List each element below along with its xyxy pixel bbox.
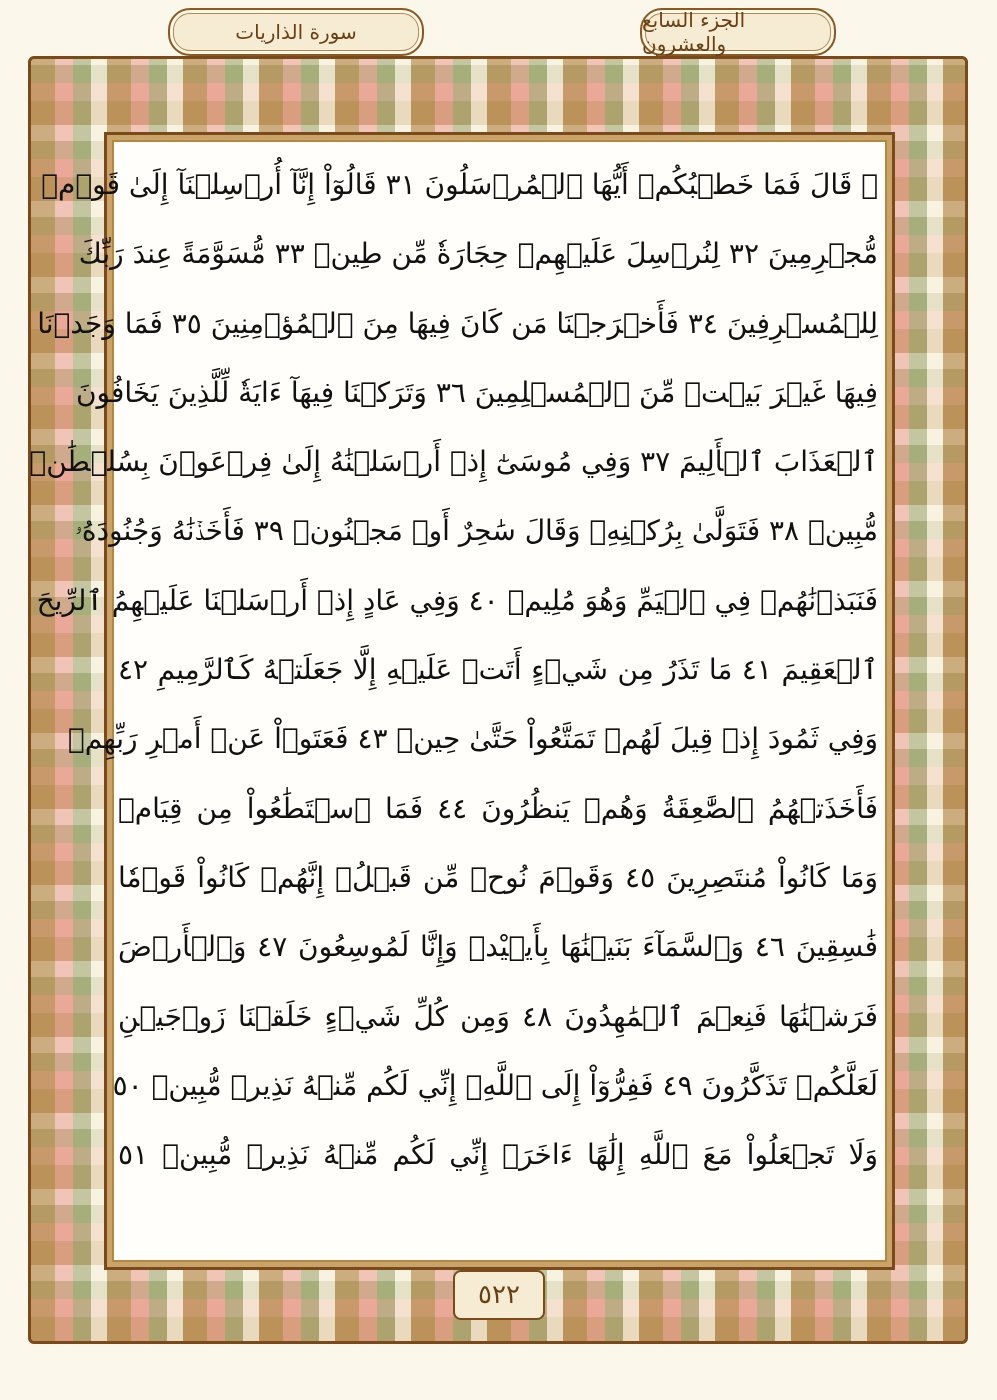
page-number-text: ٥٢٢ [478, 1280, 520, 1310]
verse-line-2: مُّجۡرِمِينَ ٣٢ لِنُرۡسِلَ عَلَيۡهِمۡ حِجَارَةٗ مِّن طِينٖ ٣٣ مُّسَوَّمَةً عِندَ رَبِّكَ [78, 237, 878, 271]
verse-line-13: فَرَشۡنَٰهَا فَنِعۡمَ ٱلۡمَٰهِدُونَ ٤٨ وَمِن كُلِّ شَيۡءٍ خَلَقۡنَا زَوۡجَيۡنِ [118, 999, 878, 1033]
juz-name-text: الجزء السابع والعشرون [642, 8, 746, 56]
verse-line-12: فَٰسِقِينَ ٤٦ وَٱلسَّمَآءَ بَنَيۡنَٰهَا بِأَيۡيْدٖ وَإِنَّا لَمُوسِعُونَ ٤٧ وَٱلۡأَرۡضَ [118, 930, 878, 964]
juz-name-label [640, 8, 836, 56]
verse-line-6: مُّبِينٖ ٣٨ فَتَوَلَّىٰ بِرُكۡنِهِۦ وَقَالَ سَٰحِرٌ أَوۡ مَجۡنُونٞ ٣٩ فَأَخَذۡنَٰهُ وَجُنُودَهُۥ [74, 514, 878, 548]
verse-line-1: ۞ قَالَ فَمَا خَطۡبُكُمۡ أَيُّهَا ٱلۡمُرۡسَلُونَ ٣١ قَالُوٓاْ إِنَّآ أُرۡسِلۡنَآ إِلَىٰ قَوۡمٖ [41, 168, 878, 201]
verse-line-8: ٱلۡعَقِيمَ ٤١ مَا تَذَرُ مِن شَيۡءٍ أَتَتۡ عَلَيۡهِ إِلَّا جَعَلَتۡهُ كَٱلرَّمِيمِ ٤٢ [118, 653, 878, 687]
page-number [453, 1270, 545, 1320]
verse-line-4: فِيهَا غَيۡرَ بَيۡتٖ مِّنَ ٱلۡمُسۡلِمِينَ ٣٦ وَتَرَكۡنَا فِيهَآ ءَايَةٗ لِّلَّذِينَ يَخَافُونَ [75, 375, 878, 409]
verse-line-10: فَأَخَذَتۡهُمُ ٱلصَّٰعِقَةُ وَهُمۡ يَنظُرُونَ ٤٤ فَمَا ٱسۡتَطَٰعُواْ مِن قِيَامٖ [118, 791, 878, 825]
verse-line-11: وَمَا كَانُواْ مُنتَصِرِينَ ٤٥ وَقَوۡمَ نُوحٖ مِّن قَبۡلُۖ إِنَّهُمۡ كَانُواْ قَوۡمٗا [118, 860, 878, 894]
verse-lines [29, 150, 878, 1190]
verse-line-15: وَلَا تَجۡعَلُواْ مَعَ ٱللَّهِ إِلَٰهًا ءَاخَرَۖ إِنِّي لَكُم مِّنۡهُ نَذِيرٞ مُّبِينٞ ٥١ [118, 1138, 878, 1172]
surah-name-text: سورة الذاريات [235, 20, 357, 44]
verse-line-9: وَفِي ثَمُودَ إِذۡ قِيلَ لَهُمۡ تَمَتَّعُواْ حَتَّىٰ حِينٖ ٤٣ فَعَتَوۡاْ عَنۡ أَمۡرِ رَبِّهِمۡ [67, 722, 878, 756]
verse-line-14: لَعَلَّكُمۡ تَذَكَّرُونَ ٤٩ فَفِرُّوٓاْ إِلَى ٱللَّهِۖ إِنِّي لَكُم مِّنۡهُ نَذِيرٞ مُّبِينٞ ٥٠ [112, 1068, 878, 1102]
verse-line-3: لِلۡمُسۡرِفِينَ ٣٤ فَأَخۡرَجۡنَا مَن كَانَ فِيهَا مِنَ ٱلۡمُؤۡمِنِينَ ٣٥ فَمَا وَجَدۡنَا [37, 306, 878, 340]
verse-line-5: ٱلۡعَذَابَ ٱلۡأَلِيمَ ٣٧ وَفِي مُوسَىٰٓ إِذۡ أَرۡسَلۡنَٰهُ إِلَىٰ فِرۡعَوۡنَ بِسُلۡطَٰنٖ [29, 445, 878, 479]
surah-name-label [168, 8, 424, 56]
verse-line-7: فَنَبَذۡنَٰهُمۡ فِي ٱلۡيَمِّ وَهُوَ مُلِيمٞ ٤٠ وَفِي عَادٍ إِذۡ أَرۡسَلۡنَا عَلَيۡهِمُ ٱلرِّيحَ [36, 583, 878, 617]
